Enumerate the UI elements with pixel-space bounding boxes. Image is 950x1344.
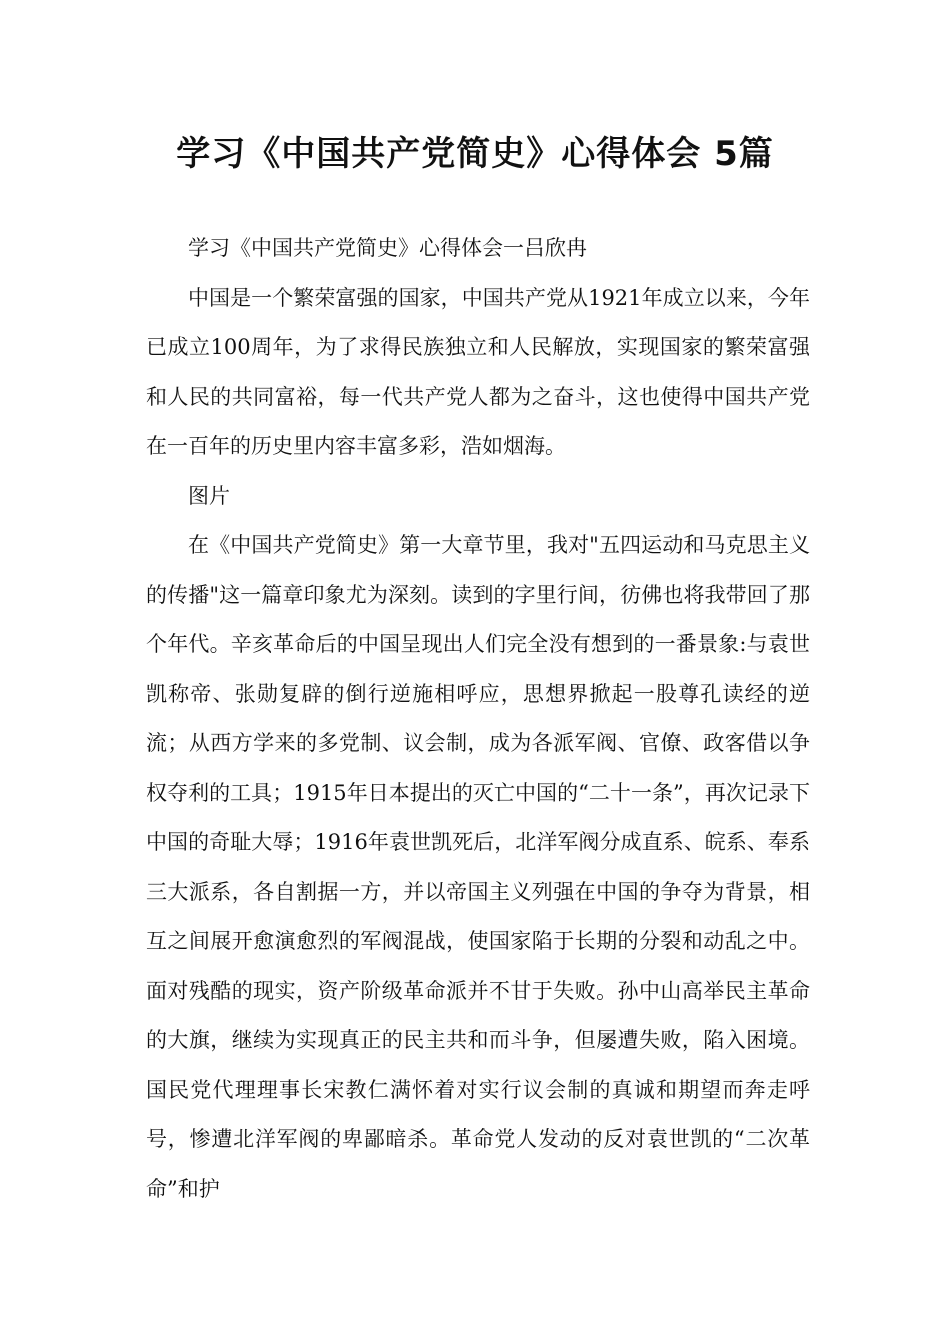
- document-body: [146, 224, 810, 1214]
- document-title: 学习《中国共产党简史》心得体会 5篇: [176, 134, 774, 174]
- intro-paragraph: 中国是一个繁荣富强的国家，中国共产党从1921年成立以来，今年已成立100周年，为了求得民族独立和人民解放，实现国家的繁荣富强和人民的共同富裕，每一代共产党人都为之奋斗，这也使得中国共产党在一百年的历史里内容丰富多彩，浩如烟海。: [146, 285, 810, 458]
- history-paragraph: 在《中国共产党简史》第一大章节里，我对"五四运动和马克思主义的传播"这一篇章印象尤为深刻。读到的字里行间，彷佛也将我带回了那个年代。辛亥革命后的中国呈现出人们完全没有想到的一番景象:与袁世凯称帝、张勋复辟的倒行逆施相呼应，思想界掀起一股尊孔读经的逆流；从西方学来的多党制、议会制，成为各派军阀、官僚、政客借以争权夺利的工具；1915年日本提出的灭亡中国的“二十一条”，再次记录下中国的奇耻大辱；1916年袁世凯死后，北洋军阀分成直系、皖系、奉系三大派系，各自割据一方，并以帝国主义列强在中国的争夺为背景，相互之间展开愈演愈烈的军阀混战，使国家陷于长期的分裂和动乱之中。面对残酷的现实，资产阶级革命派并不甘于失败。孙中山高举民主革命的大旗，继续为实现真正的民主共和而斗争，但屡遭失败，陷入困境。国民党代理理事长宋教仁满怀着对实行议会制的真诚和期望而奔走呼号，惨遭北洋军阀的卑鄙暗杀。革命党人发动的反对袁世凯的“二次革命”和护: [146, 533, 810, 1201]
- image-placeholder-paragraph: 图片: [188, 483, 230, 508]
- subtitle-paragraph: 学习《中国共产党简史》心得体会一吕欣冉: [188, 236, 587, 260]
